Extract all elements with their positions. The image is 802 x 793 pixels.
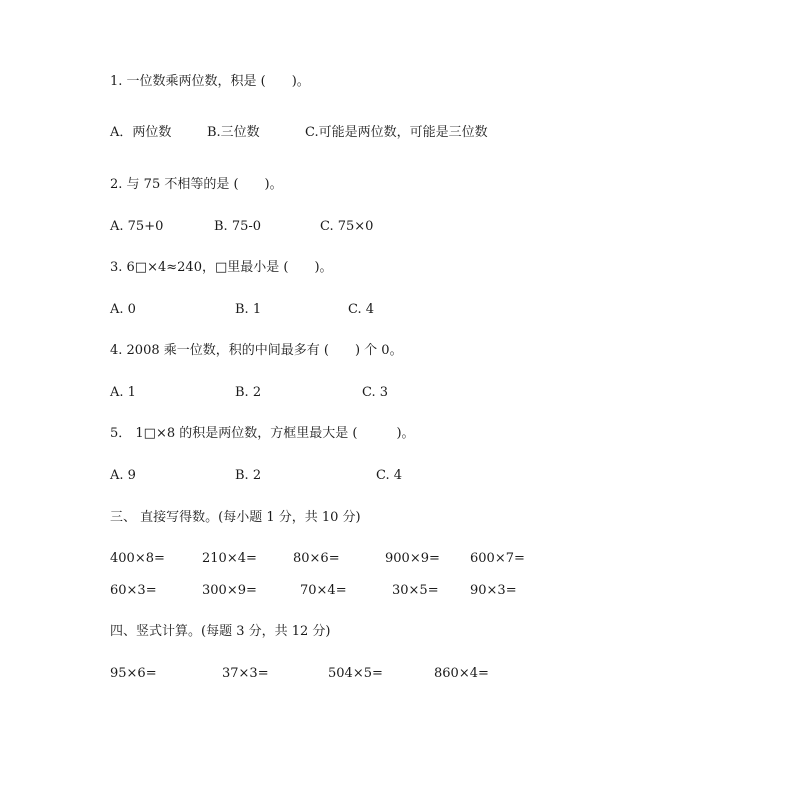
section-4-heading: 四、竖式计算。(每题 3 分，共 12 分) (110, 624, 331, 639)
question-1-option-b: B.三位数 (207, 125, 260, 140)
question-1-stem: 1. 一位数乘两位数，积是 ( )。 (110, 74, 310, 89)
oral-calc-item: 900×9= (385, 551, 440, 566)
question-4-option-c: C. 3 (362, 385, 389, 400)
question-3-option-c: C. 4 (348, 302, 375, 317)
oral-calc-item: 600×7= (470, 551, 525, 566)
question-5-option-c: C. 4 (376, 468, 403, 483)
oral-calc-item: 30×5= (392, 583, 439, 598)
question-1-option-c: C.可能是两位数，可能是三位数 (305, 125, 488, 140)
oral-calc-item: 400×8= (110, 551, 165, 566)
question-5-stem: 5． 1□×8 的积是两位数，方框里最大是 ( )。 (110, 426, 415, 441)
oral-calc-item: 90×3= (470, 583, 517, 598)
question-2-stem: 2. 与 75 不相等的是 ( )。 (110, 177, 283, 192)
vertical-calc-item: 860×4= (434, 666, 489, 681)
vertical-calc-item: 95×6= (110, 666, 157, 681)
question-5-option-a: A. 9 (110, 468, 136, 483)
question-4-option-a: A. 1 (110, 385, 136, 400)
oral-calc-item: 80×6= (293, 551, 340, 566)
oral-calc-item: 210×4= (202, 551, 257, 566)
question-2-option-b: B. 75-0 (214, 219, 262, 234)
vertical-calc-item: 504×5= (328, 666, 383, 681)
question-2-option-c: C. 75×0 (320, 219, 374, 234)
question-5-option-b: B. 2 (235, 468, 262, 483)
question-4-stem: 4. 2008 乘一位数，积的中间最多有 ( ) 个 0。 (110, 343, 403, 358)
section-3-heading: 三、 直接写得数。(每小题 1 分，共 10 分) (110, 510, 361, 525)
question-3-stem: 3. 6□×4≈240，□里最小是 ( )。 (110, 260, 333, 275)
oral-calc-item: 300×9= (202, 583, 257, 598)
oral-calc-item: 70×4= (300, 583, 347, 598)
question-2-option-a: A. 75+0 (110, 219, 164, 234)
question-3-option-a: A. 0 (110, 302, 136, 317)
vertical-calc-item: 37×3= (222, 666, 269, 681)
question-4-option-b: B. 2 (235, 385, 262, 400)
oral-calc-item: 60×3= (110, 583, 157, 598)
question-1-option-a: A．两位数 (110, 125, 172, 140)
question-3-option-b: B. 1 (235, 302, 262, 317)
